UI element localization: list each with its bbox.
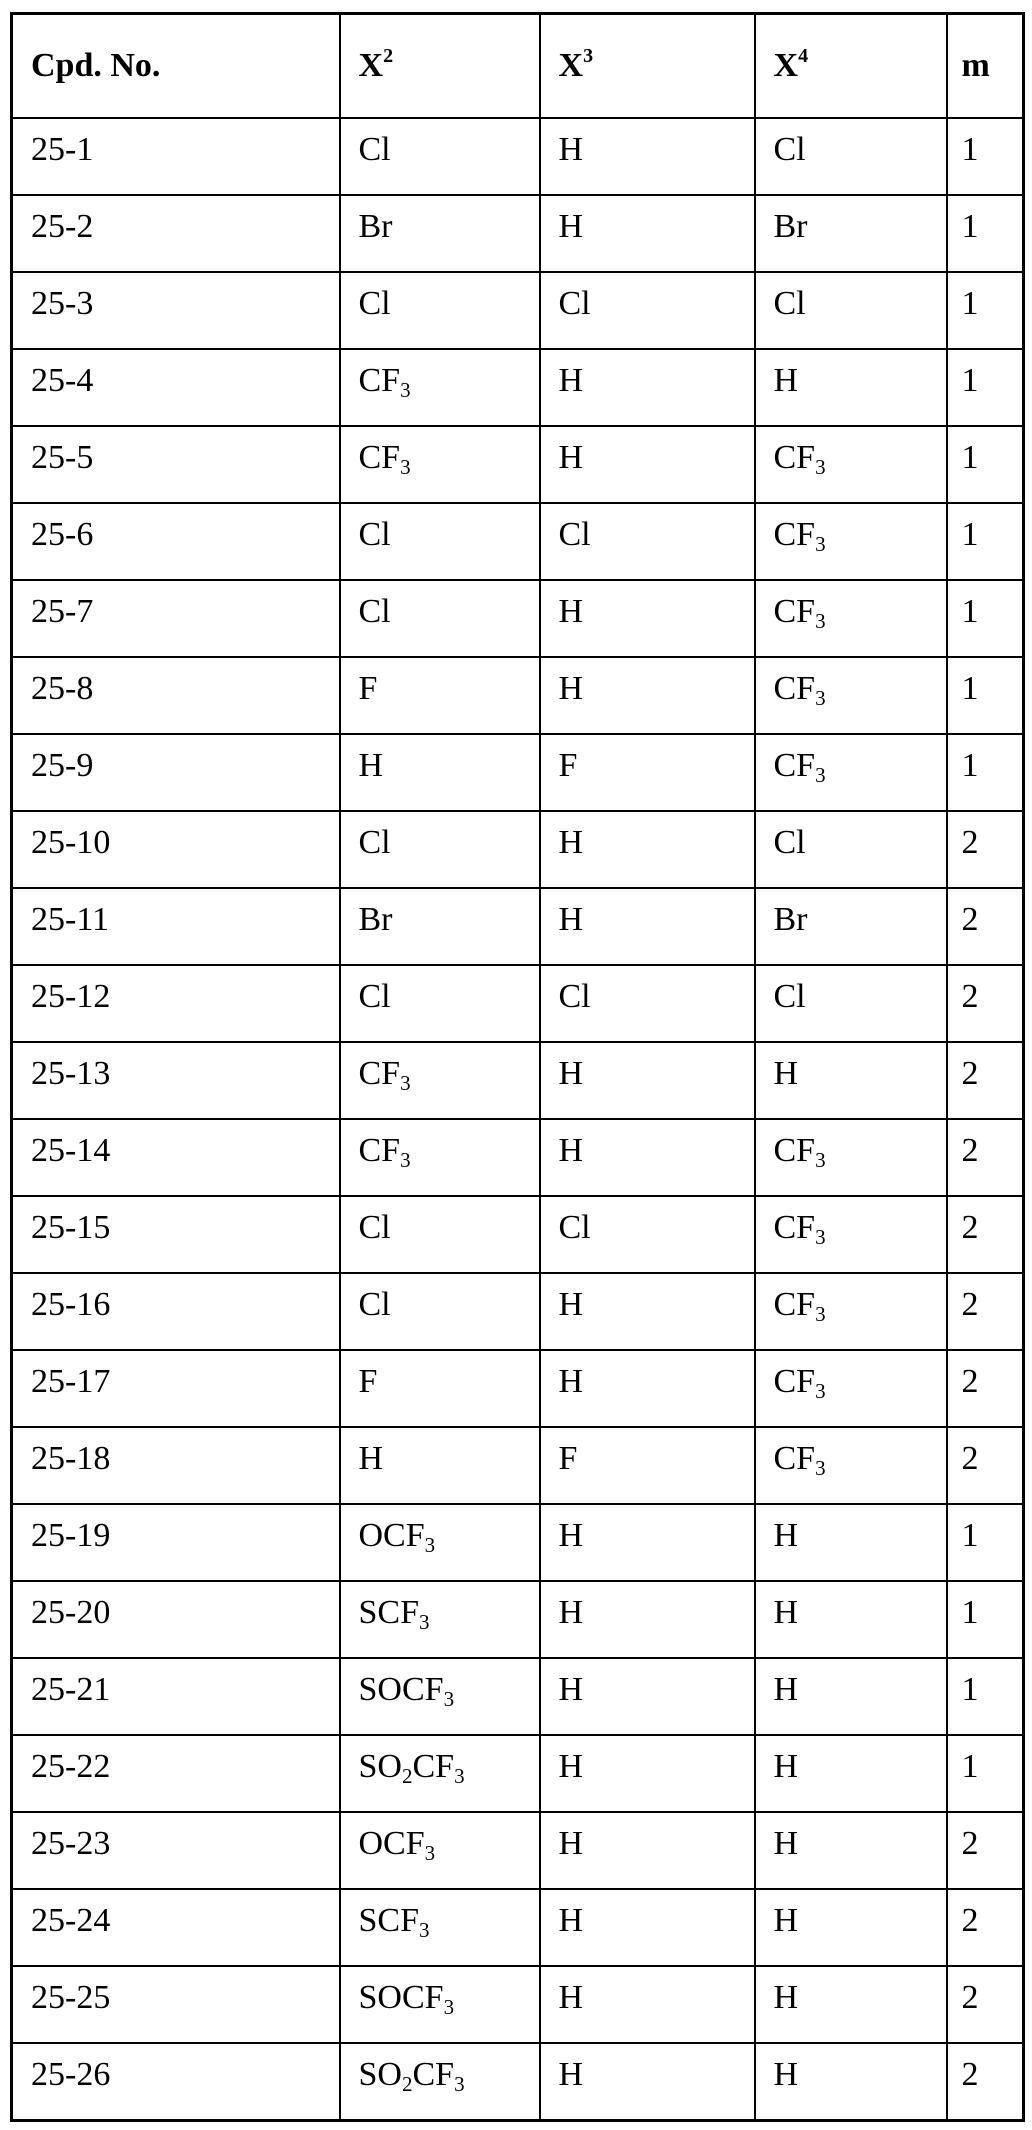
table-row: [12, 1196, 1024, 1273]
header-m: m: [947, 14, 1024, 119]
cell-x4: $CF_3$: [755, 503, 947, 580]
cell-x4: H: [755, 1889, 947, 1966]
header-row: [12, 14, 1024, 119]
cell-x3: H: [540, 1735, 755, 1812]
cell-x2: $OCF_3$: [340, 1504, 540, 1581]
cell-x3: H: [540, 195, 755, 272]
cell-m: 1: [947, 272, 1024, 349]
table-row: [12, 195, 1024, 272]
cell-cpd-no: 25-9: [12, 734, 340, 811]
table-row: [12, 426, 1024, 503]
cell-x3: H: [540, 1273, 755, 1350]
cell-cpd-no: 25-2: [12, 195, 340, 272]
cell-x2: Cl: [340, 272, 540, 349]
cell-x2: $SOCF_3$: [340, 1658, 540, 1735]
table-row: [12, 118, 1024, 195]
cell-x4: H: [755, 1581, 947, 1658]
cell-cpd-no: 25-20: [12, 1581, 340, 1658]
cell-cpd-no: 25-1: [12, 118, 340, 195]
cell-x4: H: [755, 1812, 947, 1889]
cell-x2: $SO_2CF_3$: [340, 2043, 540, 2120]
table-row: [12, 888, 1024, 965]
cell-x2: Cl: [340, 811, 540, 888]
cell-x2: Br: [340, 888, 540, 965]
cell-m: 1: [947, 657, 1024, 734]
cell-m: 2: [947, 1812, 1024, 1889]
cell-x4: $CF_3$: [755, 1427, 947, 1504]
table-row: [12, 580, 1024, 657]
cell-x4: $CF_3$: [755, 657, 947, 734]
cell-m: 1: [947, 580, 1024, 657]
cell-cpd-no: 25-5: [12, 426, 340, 503]
cell-cpd-no: 25-7: [12, 580, 340, 657]
table-row: [12, 1427, 1024, 1504]
cell-m: 2: [947, 1196, 1024, 1273]
cell-x2: $SCF_3$: [340, 1889, 540, 1966]
table-row: [12, 734, 1024, 811]
cell-m: 2: [947, 1042, 1024, 1119]
table-row: [12, 1350, 1024, 1427]
cell-x2: $SCF_3$: [340, 1581, 540, 1658]
cell-x3: H: [540, 1658, 755, 1735]
cell-x3: H: [540, 580, 755, 657]
table-row: [12, 657, 1024, 734]
table-row: [12, 1735, 1024, 1812]
cell-x3: H: [540, 1504, 755, 1581]
cell-x4: H: [755, 2043, 947, 2120]
cell-m: 1: [947, 1504, 1024, 1581]
cell-cpd-no: 25-14: [12, 1119, 340, 1196]
cell-x2: $SO_2CF_3$: [340, 1735, 540, 1812]
cell-cpd-no: 25-22: [12, 1735, 340, 1812]
cell-x2: Cl: [340, 1196, 540, 1273]
cell-x2: Cl: [340, 503, 540, 580]
cell-x3: H: [540, 118, 755, 195]
cell-x4: H: [755, 1966, 947, 2043]
cell-x4: Cl: [755, 118, 947, 195]
cell-x4: Br: [755, 888, 947, 965]
cell-x4: Cl: [755, 272, 947, 349]
header-x3: $X^3$: [540, 14, 755, 119]
cell-m: 2: [947, 1966, 1024, 2043]
cell-x3: Cl: [540, 1196, 755, 1273]
cell-m: 1: [947, 734, 1024, 811]
cell-x2: Cl: [340, 965, 540, 1042]
cell-m: 2: [947, 811, 1024, 888]
cell-cpd-no: 25-24: [12, 1889, 340, 1966]
cell-cpd-no: 25-6: [12, 503, 340, 580]
cell-x3: H: [540, 1350, 755, 1427]
table-row: [12, 965, 1024, 1042]
cell-cpd-no: 25-25: [12, 1966, 340, 2043]
cell-m: 1: [947, 1658, 1024, 1735]
cell-m: 1: [947, 195, 1024, 272]
table-row: [12, 349, 1024, 426]
table-row: [12, 1273, 1024, 1350]
cell-cpd-no: 25-19: [12, 1504, 340, 1581]
table-row: [12, 503, 1024, 580]
cell-m: 1: [947, 1735, 1024, 1812]
cell-x4: $CF_3$: [755, 734, 947, 811]
cell-x4: $CF_3$: [755, 580, 947, 657]
cell-x4: Cl: [755, 965, 947, 1042]
table-row: [12, 1966, 1024, 2043]
cell-x3: H: [540, 1966, 755, 2043]
cell-cpd-no: 25-8: [12, 657, 340, 734]
cell-x4: H: [755, 1735, 947, 1812]
cell-x2: $CF_3$: [340, 426, 540, 503]
cell-m: 2: [947, 2043, 1024, 2120]
cell-x3: H: [540, 1042, 755, 1119]
cell-x2: F: [340, 657, 540, 734]
cell-cpd-no: 25-18: [12, 1427, 340, 1504]
cell-cpd-no: 25-12: [12, 965, 340, 1042]
cell-x4: H: [755, 1504, 947, 1581]
table-row: [12, 2043, 1024, 2120]
cell-m: 2: [947, 1273, 1024, 1350]
table-row: [12, 1812, 1024, 1889]
cell-x2: $CF_3$: [340, 349, 540, 426]
cell-x4: $CF_3$: [755, 426, 947, 503]
cell-cpd-no: 25-10: [12, 811, 340, 888]
cell-x4: H: [755, 1042, 947, 1119]
cell-x2: Br: [340, 195, 540, 272]
cell-x2: H: [340, 734, 540, 811]
cell-x3: Cl: [540, 965, 755, 1042]
cell-m: 1: [947, 118, 1024, 195]
cell-m: 2: [947, 1350, 1024, 1427]
table-row: [12, 272, 1024, 349]
cell-x4: $CF_3$: [755, 1119, 947, 1196]
cell-x4: H: [755, 349, 947, 426]
cell-m: 2: [947, 1889, 1024, 1966]
cell-m: 1: [947, 1581, 1024, 1658]
cell-x4: H: [755, 1658, 947, 1735]
cell-cpd-no: 25-16: [12, 1273, 340, 1350]
cell-cpd-no: 25-3: [12, 272, 340, 349]
cell-x4: Br: [755, 195, 947, 272]
cell-x3: H: [540, 888, 755, 965]
cell-x2: Cl: [340, 580, 540, 657]
cell-cpd-no: 25-15: [12, 1196, 340, 1273]
cell-m: 2: [947, 965, 1024, 1042]
cell-x4: $CF_3$: [755, 1273, 947, 1350]
cell-cpd-no: 25-26: [12, 2043, 340, 2120]
cell-x3: H: [540, 657, 755, 734]
cell-x3: H: [540, 1812, 755, 1889]
cell-x2: $CF_3$: [340, 1042, 540, 1119]
table-row: [12, 1504, 1024, 1581]
table-row: [12, 1889, 1024, 1966]
cell-cpd-no: 25-23: [12, 1812, 340, 1889]
cell-cpd-no: 25-13: [12, 1042, 340, 1119]
cell-x3: F: [540, 1427, 755, 1504]
cell-cpd-no: 25-4: [12, 349, 340, 426]
cell-m: 2: [947, 888, 1024, 965]
header-cpd-no: Cpd. No.: [12, 14, 340, 119]
header-x4: $X^4$: [755, 14, 947, 119]
cell-x2: $SOCF_3$: [340, 1966, 540, 2043]
cell-x2: $CF_3$: [340, 1119, 540, 1196]
cell-m: 1: [947, 503, 1024, 580]
cell-x3: Cl: [540, 503, 755, 580]
header-x2: $X^2$: [340, 14, 540, 119]
table-row: [12, 1581, 1024, 1658]
table-row: [12, 1042, 1024, 1119]
cell-x4: $CF_3$: [755, 1350, 947, 1427]
cell-x2: H: [340, 1427, 540, 1504]
cell-cpd-no: 25-21: [12, 1658, 340, 1735]
table-body: [12, 118, 1024, 2120]
table-row: [12, 1658, 1024, 1735]
cell-x3: H: [540, 811, 755, 888]
cell-x3: F: [540, 734, 755, 811]
cell-m: 2: [947, 1427, 1024, 1504]
compound-substituent-table: [10, 12, 1025, 2122]
cell-x3: H: [540, 1889, 755, 1966]
cell-x4: $CF_3$: [755, 1196, 947, 1273]
cell-cpd-no: 25-17: [12, 1350, 340, 1427]
cell-m: 2: [947, 1119, 1024, 1196]
cell-x3: H: [540, 426, 755, 503]
cell-m: 1: [947, 349, 1024, 426]
cell-x3: H: [540, 2043, 755, 2120]
table-row: [12, 1119, 1024, 1196]
cell-x3: H: [540, 349, 755, 426]
cell-x2: Cl: [340, 118, 540, 195]
cell-x3: H: [540, 1119, 755, 1196]
table-row: [12, 811, 1024, 888]
cell-x4: Cl: [755, 811, 947, 888]
table-header: [12, 14, 1024, 119]
cell-x3: Cl: [540, 272, 755, 349]
cell-x2: F: [340, 1350, 540, 1427]
cell-m: 1: [947, 426, 1024, 503]
cell-x3: H: [540, 1581, 755, 1658]
cell-cpd-no: 25-11: [12, 888, 340, 965]
cell-x2: $OCF_3$: [340, 1812, 540, 1889]
cell-x2: Cl: [340, 1273, 540, 1350]
